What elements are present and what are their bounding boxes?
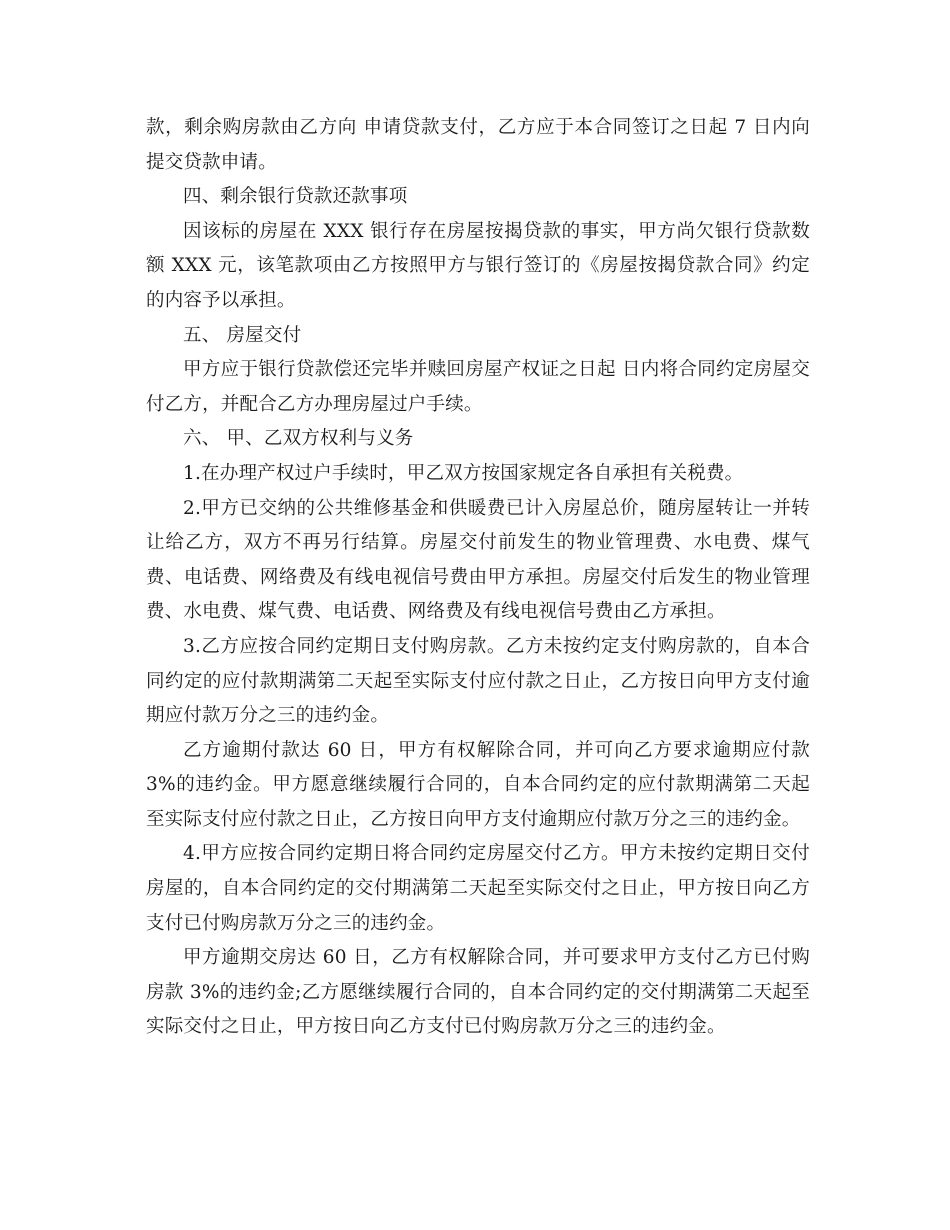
paragraph-loan-repayment: 因该标的房屋在 XXX 银行存在房屋按揭贷款的事实，甲方尚欠银行贷款数额 XXX 元，该笔款项由乙方按照甲方与银行签订的《房屋按揭贷款合同》约定的内容予以承担。 — [146, 220, 810, 311]
section-heading-6: 六、 甲、乙双方权利与义务 — [183, 428, 414, 450]
paragraph-continuation: 款，剩余购房款由乙方向 申请贷款支付，乙方应于本合同签订之日起 7 日内向 提交贷款申请。 — [146, 117, 810, 173]
clause-3-supplement: 乙方逾期付款达 60 日，甲方有权解除合同，并可向乙方要求逾期应付款 3%的违约金。甲方愿意继续履行合同的，自本合同约定的应付款期满第二天起至实际支付应付款之日止，乙方按日向甲方支付逾期应付款万分之三的违约金。 — [146, 739, 810, 830]
document-body — [146, 111, 810, 1045]
paragraph-house-delivery: 甲方应于银行贷款偿还完毕并赎回房屋产权证之日起 日内将合同约定房屋交付乙方，并配合乙方办理房屋过户手续。 — [146, 359, 810, 415]
section-heading-4: 四、剩余银行贷款还款事项 — [183, 186, 408, 208]
section-heading-5: 五、 房屋交付 — [183, 324, 302, 346]
clause-1: 1.在办理产权过户手续时，甲乙双方按国家规定各自承担有关税费。 — [183, 462, 744, 484]
clause-4: 4.甲方应按合同约定期日将合同约定房屋交付乙方。甲方未按约定期日交付房屋的，自本合同约定的交付期满第二天起至实际交付之日止，甲方按日向乙方支付已付购房款万分之三的违约金。 — [146, 843, 810, 934]
clause-2: 2.甲方已交纳的公共维修基金和供暖费已计入房屋总价，随房屋转让一并转让给乙方，双方不再另行结算。房屋交付前发生的物业管理费、水电费、煤气费、电话费、网络费及有线电视信号费由甲方承担。房屋交付后发生的物业管理费、水电费、煤气费、电话费、网络费及有线电视信号费由乙方承担。 — [146, 497, 810, 623]
clause-4-supplement: 甲方逾期交房达 60 日，乙方有权解除合同，并可要求甲方支付乙方已付购房款 3%的违约金;乙方愿继续履行合同的，自本合同约定的交付期满第二天起至实际交付之日止，甲方按日向乙方支付已付购房款万分之三的违约金。 — [146, 947, 810, 1038]
clause-3: 3.乙方应按合同约定期日支付购房款。乙方未按约定支付购房款的，自本合同约定的应付款期满第二天起至实际支付应付款之日止，乙方按日向甲方支付逾期应付款万分之三的违约金。 — [146, 635, 810, 727]
